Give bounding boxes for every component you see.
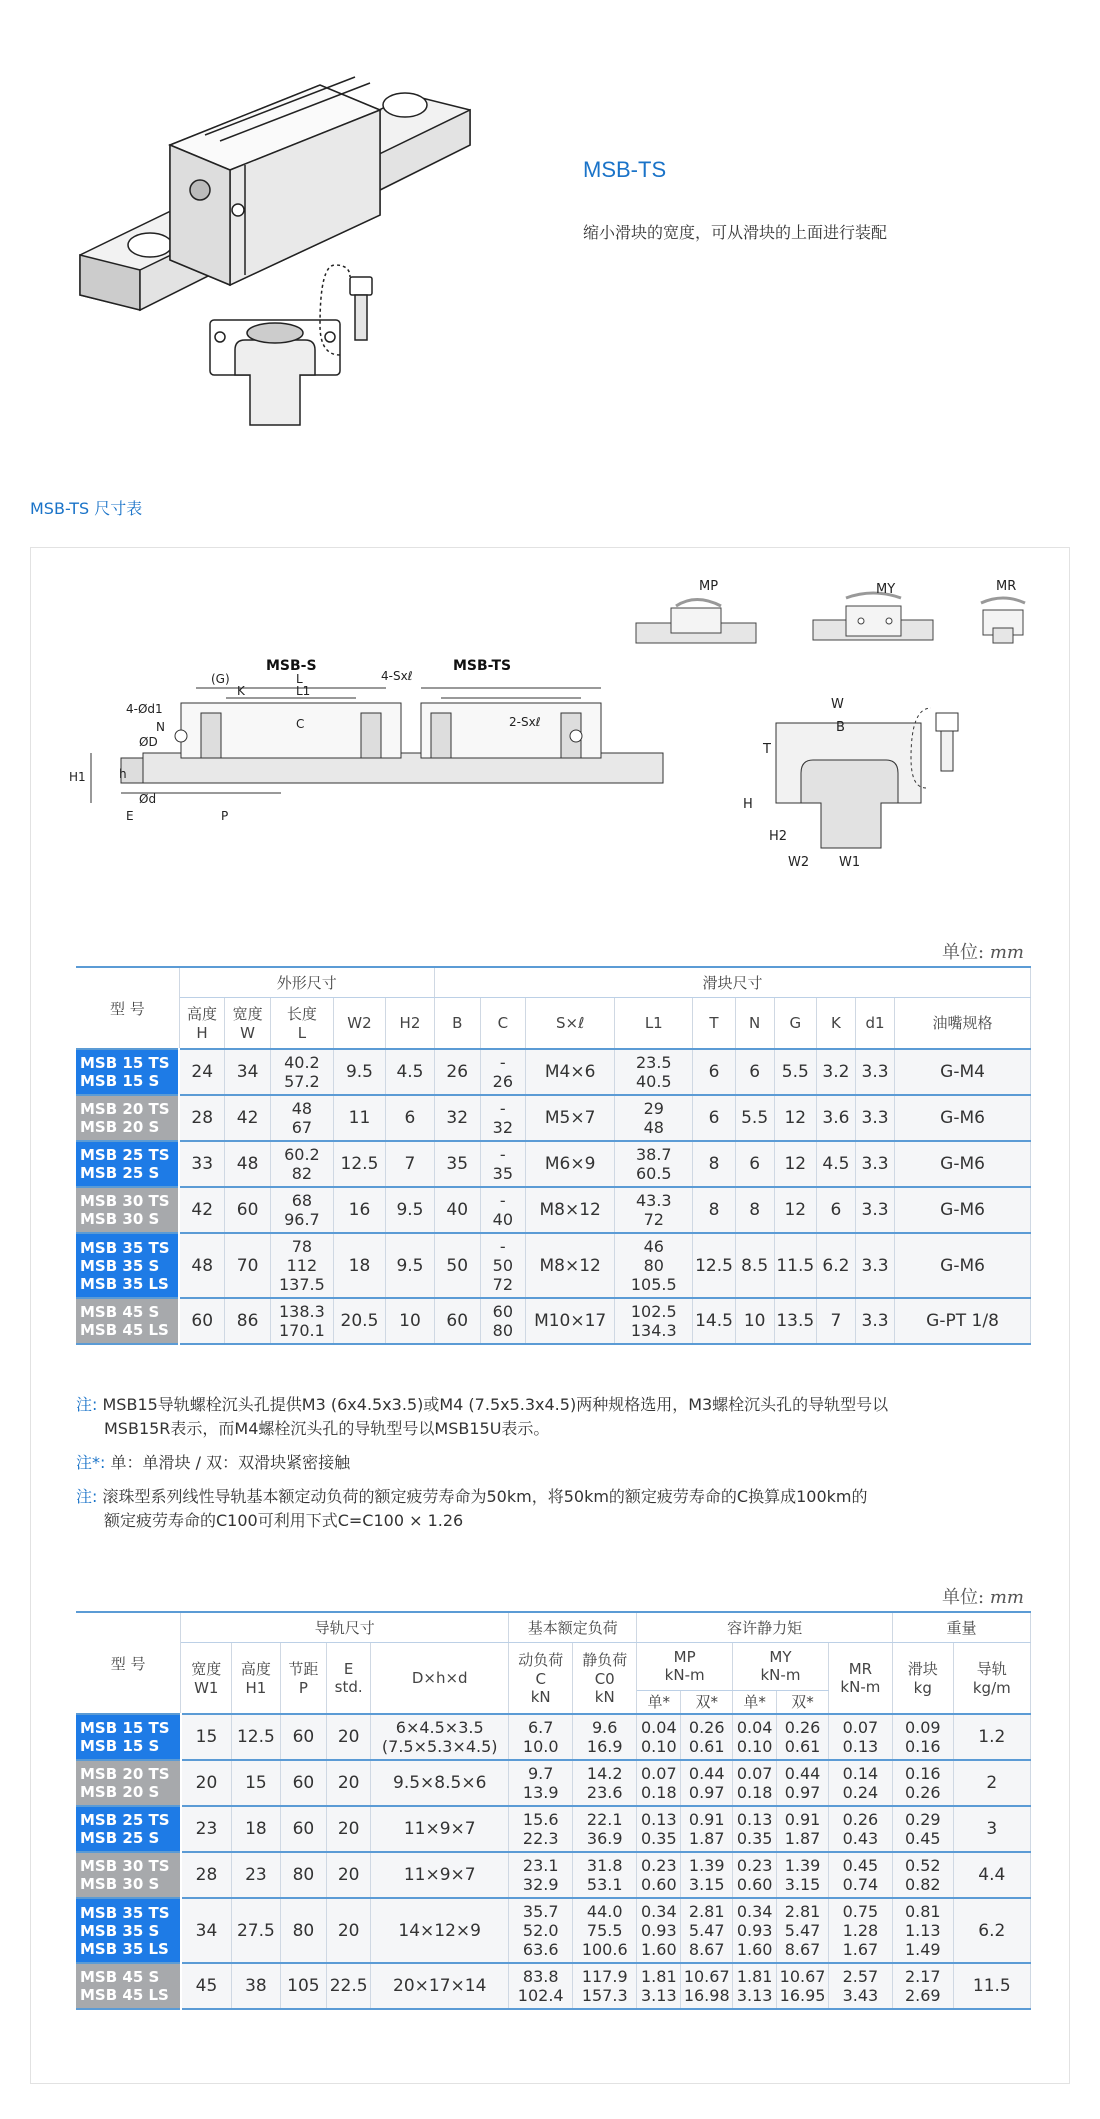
cell-k: 4.5 — [816, 1141, 855, 1187]
cell-s: M8×12 — [526, 1233, 615, 1298]
svg-text:L1: L1 — [296, 684, 311, 698]
cell-h: 42 — [179, 1187, 225, 1233]
svg-text:C: C — [296, 717, 305, 731]
cell-c: 15.6 22.3 — [509, 1806, 573, 1852]
cell-e: 20 — [327, 1760, 371, 1806]
cell-blk: 0.16 0.26 — [892, 1760, 953, 1806]
table-row — [76, 1806, 1031, 1852]
cell-c: 60 80 — [480, 1298, 526, 1344]
cell-s: M6×9 — [526, 1141, 615, 1187]
cell-h2: 6 — [386, 1095, 435, 1141]
cell-h1: 12.5 — [232, 1714, 281, 1760]
cell-n: 6 — [735, 1141, 774, 1187]
cell-myd: 10.67 16.95 — [777, 1963, 829, 2009]
cell-c: 9.7 13.9 — [509, 1760, 573, 1806]
svg-text:ØD: ØD — [139, 735, 158, 749]
svg-text:W2: W2 — [788, 855, 810, 870]
label-msb-ts: MSB-TS — [453, 658, 512, 674]
cell-l: 40.2 57.2 — [270, 1049, 333, 1095]
cell-c0: 44.0 75.5 100.6 — [573, 1898, 637, 1963]
cell-l1: 43.3 72 — [615, 1187, 693, 1233]
cell-mps: 0.13 0.35 — [637, 1806, 681, 1852]
model-cell: MSB 15 TS MSB 15 S — [76, 1714, 181, 1760]
cell-n: 8.5 — [735, 1233, 774, 1298]
cell-w1: 23 — [181, 1806, 232, 1852]
cell-k: 3.2 — [816, 1049, 855, 1095]
cell-c0: 9.6 16.9 — [573, 1714, 637, 1760]
model-cell: MSB 15 TS MSB 15 S — [76, 1049, 179, 1095]
cell-p: 60 — [280, 1806, 326, 1852]
table-row — [76, 1852, 1031, 1898]
svg-text:H2: H2 — [769, 829, 788, 844]
svg-text:4-Sxℓ: 4-Sxℓ — [381, 669, 413, 683]
cell-myd: 1.39 3.15 — [777, 1852, 829, 1898]
cell-w: 70 — [225, 1233, 271, 1298]
model-cell: MSB 45 S MSB 45 LS — [76, 1298, 179, 1344]
cell-w1: 28 — [181, 1852, 232, 1898]
cell-b: 32 — [434, 1095, 480, 1141]
cell-mpd: 1.39 3.15 — [681, 1852, 733, 1898]
cell-mys: 0.04 0.10 — [733, 1714, 777, 1760]
cell-rail: 2 — [953, 1760, 1030, 1806]
cell-h1: 27.5 — [232, 1898, 281, 1963]
cell-d: 14×12×9 — [371, 1898, 509, 1963]
notes — [76, 1393, 1066, 1543]
cell-e: 20 — [327, 1806, 371, 1852]
cell-n: 5.5 — [735, 1095, 774, 1141]
svg-text:Ød: Ød — [139, 792, 157, 806]
cell-l1: 46 80 105.5 — [615, 1233, 693, 1298]
cell-s: M5×7 — [526, 1095, 615, 1141]
cell-mps: 1.81 3.13 — [637, 1963, 681, 2009]
cell-d1: 3.3 — [855, 1233, 894, 1298]
cell-mr: 0.07 0.13 — [828, 1714, 892, 1760]
cell-c: - 26 — [480, 1049, 526, 1095]
cell-d: 9.5×8.5×6 — [371, 1760, 509, 1806]
cell-mys: 1.81 3.13 — [733, 1963, 777, 2009]
cell-mr: 0.45 0.74 — [828, 1852, 892, 1898]
cell-k: 6 — [816, 1187, 855, 1233]
section-title: MSB-TS 尺寸表 — [30, 499, 143, 518]
cell-grease: G-M4 — [895, 1049, 1031, 1095]
cell-d1: 3.3 — [855, 1187, 894, 1233]
cell-c: 83.8 102.4 — [509, 1963, 573, 2009]
cell-h: 48 — [179, 1233, 225, 1298]
svg-text:4-Ød1: 4-Ød1 — [126, 702, 163, 716]
cell-mr: 0.14 0.24 — [828, 1760, 892, 1806]
cell-w: 86 — [225, 1298, 271, 1344]
cell-mys: 0.34 0.93 1.60 — [733, 1898, 777, 1963]
cell-g: 5.5 — [774, 1049, 816, 1095]
cell-w: 34 — [225, 1049, 271, 1095]
cell-d1: 3.3 — [855, 1141, 894, 1187]
cell-p: 105 — [280, 1963, 326, 2009]
cell-k: 6.2 — [816, 1233, 855, 1298]
cell-n: 10 — [735, 1298, 774, 1344]
cell-l: 78 112 137.5 — [270, 1233, 333, 1298]
cell-d1: 3.3 — [855, 1095, 894, 1141]
cell-b: 50 — [434, 1233, 480, 1298]
table-row — [76, 1898, 1031, 1963]
model-cell: MSB 35 TS MSB 35 S MSB 35 LS — [76, 1898, 181, 1963]
svg-text:H: H — [743, 797, 753, 812]
cell-h: 28 — [179, 1095, 225, 1141]
cell-mr: 2.57 3.43 — [828, 1963, 892, 2009]
cell-myd: 2.81 5.47 8.67 — [777, 1898, 829, 1963]
svg-text:(G): (G) — [211, 672, 230, 686]
cell-c0: 117.9 157.3 — [573, 1963, 637, 2009]
table-row — [76, 1298, 1031, 1344]
cell-rail: 6.2 — [953, 1898, 1030, 1963]
cell-g: 11.5 — [774, 1233, 816, 1298]
cell-p: 60 — [280, 1760, 326, 1806]
svg-text:N: N — [156, 720, 165, 734]
cell-h2: 10 — [386, 1298, 435, 1344]
cell-mpd: 0.91 1.87 — [681, 1806, 733, 1852]
cell-c0: 31.8 53.1 — [573, 1852, 637, 1898]
cell-blk: 0.81 1.13 1.49 — [892, 1898, 953, 1963]
cell-rail: 1.2 — [953, 1714, 1030, 1760]
cell-w: 42 — [225, 1095, 271, 1141]
cell-b: 40 — [434, 1187, 480, 1233]
cell-t: 8 — [693, 1141, 735, 1187]
cell-h: 60 — [179, 1298, 225, 1344]
cell-h1: 15 — [232, 1760, 281, 1806]
cell-c: 23.1 32.9 — [509, 1852, 573, 1898]
cell-mpd: 2.81 5.47 8.67 — [681, 1898, 733, 1963]
cell-w2: 16 — [333, 1187, 385, 1233]
cell-t: 12.5 — [693, 1233, 735, 1298]
cell-k: 3.6 — [816, 1095, 855, 1141]
cell-l: 68 96.7 — [270, 1187, 333, 1233]
cell-w2: 12.5 — [333, 1141, 385, 1187]
cell-blk: 0.09 0.16 — [892, 1714, 953, 1760]
cell-h2: 7 — [386, 1141, 435, 1187]
model-cell: MSB 45 S MSB 45 LS — [76, 1963, 181, 2009]
svg-text:L: L — [296, 672, 303, 686]
unit-label-2: 单位: mm — [942, 1587, 1024, 1608]
svg-text:W1: W1 — [839, 855, 861, 870]
cell-e: 20 — [327, 1898, 371, 1963]
model-cell: MSB 30 TS MSB 30 S — [76, 1852, 181, 1898]
model-cell: MSB 35 TS MSB 35 S MSB 35 LS — [76, 1233, 179, 1298]
cell-s: M4×6 — [526, 1049, 615, 1095]
cell-mpd: 0.44 0.97 — [681, 1760, 733, 1806]
cell-g: 12 — [774, 1187, 816, 1233]
table-row — [76, 1760, 1031, 1806]
cell-mys: 0.13 0.35 — [733, 1806, 777, 1852]
cell-k: 7 — [816, 1298, 855, 1344]
cell-c: - 50 72 — [480, 1233, 526, 1298]
cell-d1: 3.3 — [855, 1049, 894, 1095]
cell-myd: 0.26 0.61 — [777, 1714, 829, 1760]
label-mp: MP — [699, 579, 719, 594]
cell-mps: 0.04 0.10 — [637, 1714, 681, 1760]
cell-g: 13.5 — [774, 1298, 816, 1344]
cell-w: 48 — [225, 1141, 271, 1187]
model-cell: MSB 25 TS MSB 25 S — [76, 1806, 181, 1852]
cell-l: 138.3 170.1 — [270, 1298, 333, 1344]
cell-d: 11×9×7 — [371, 1852, 509, 1898]
cell-grease: G-PT 1/8 — [895, 1298, 1031, 1344]
cell-d: 11×9×7 — [371, 1806, 509, 1852]
svg-text:K: K — [237, 684, 245, 698]
cell-b: 60 — [434, 1298, 480, 1344]
cell-c: - 32 — [480, 1095, 526, 1141]
cell-blk: 0.29 0.45 — [892, 1806, 953, 1852]
svg-text:h: h — [119, 767, 127, 781]
svg-text:P: P — [221, 809, 229, 823]
cell-l1: 29 48 — [615, 1095, 693, 1141]
cell-blk: 0.52 0.82 — [892, 1852, 953, 1898]
label-my: MY — [876, 582, 896, 597]
cell-w2: 20.5 — [333, 1298, 385, 1344]
cell-c: 6.7 10.0 — [509, 1714, 573, 1760]
cell-w2: 9.5 — [333, 1049, 385, 1095]
cell-s: M8×12 — [526, 1187, 615, 1233]
cell-grease: G-M6 — [895, 1233, 1031, 1298]
cell-d: 20×17×14 — [371, 1963, 509, 2009]
unit-label-1: 单位: mm — [942, 942, 1024, 963]
cell-d1: 3.3 — [855, 1298, 894, 1344]
cell-grease: G-M6 — [895, 1141, 1031, 1187]
cell-t: 6 — [693, 1049, 735, 1095]
note-2: 注*: 单：单滑块 / 双：双滑块紧密接触 — [76, 1453, 351, 1472]
cell-mps: 0.23 0.60 — [637, 1852, 681, 1898]
cell-t: 6 — [693, 1095, 735, 1141]
cell-blk: 2.17 2.69 — [892, 1963, 953, 2009]
cell-grease: G-M6 — [895, 1095, 1031, 1141]
cell-mpd: 0.26 0.61 — [681, 1714, 733, 1760]
cell-t: 8 — [693, 1187, 735, 1233]
cell-e: 20 — [327, 1714, 371, 1760]
svg-text:2-Sxℓ: 2-Sxℓ — [509, 715, 541, 729]
svg-text:T: T — [763, 742, 771, 757]
cell-h2: 9.5 — [386, 1233, 435, 1298]
table-row — [76, 1714, 1031, 1760]
cell-g: 12 — [774, 1095, 816, 1141]
svg-text:E: E — [126, 809, 134, 823]
dimension-diagram — [31, 548, 1069, 928]
model-cell: MSB 20 TS MSB 20 S — [76, 1095, 179, 1141]
model-cell: MSB 25 TS MSB 25 S — [76, 1141, 179, 1187]
cell-myd: 0.44 0.97 — [777, 1760, 829, 1806]
cell-n: 8 — [735, 1187, 774, 1233]
table-row — [76, 1963, 1031, 2009]
cell-rail: 3 — [953, 1806, 1030, 1852]
cell-w1: 45 — [181, 1963, 232, 2009]
label-mr: MR — [996, 579, 1017, 594]
cell-h: 24 — [179, 1049, 225, 1095]
cell-b: 35 — [434, 1141, 480, 1187]
label-msb-s: MSB-S — [266, 658, 317, 674]
cell-mr: 0.75 1.28 1.67 — [828, 1898, 892, 1963]
cell-rail: 11.5 — [953, 1963, 1030, 2009]
cell-mys: 0.23 0.60 — [733, 1852, 777, 1898]
cell-w2: 18 — [333, 1233, 385, 1298]
cell-l1: 23.5 40.5 — [615, 1049, 693, 1095]
cell-b: 26 — [434, 1049, 480, 1095]
cell-w1: 34 — [181, 1898, 232, 1963]
note-3: 注: 滚珠型系列线性导轨基本额定动负荷的额定疲劳寿命为50km，将50km的额定疲劳寿命的C换算成100km的 额定疲劳寿命的C100可利用下式C=C100 × 1.26 — [76, 1487, 868, 1530]
svg-text:B: B — [836, 720, 845, 735]
cell-myd: 0.91 1.87 — [777, 1806, 829, 1852]
cell-c0: 22.1 36.9 — [573, 1806, 637, 1852]
cell-w: 60 — [225, 1187, 271, 1233]
cell-grease: G-M6 — [895, 1187, 1031, 1233]
cell-h1: 38 — [232, 1963, 281, 2009]
cell-l1: 38.7 60.5 — [615, 1141, 693, 1187]
cell-c: 35.7 52.0 63.6 — [509, 1898, 573, 1963]
product-description: 缩小滑块的宽度，可从滑块的上面进行装配 — [583, 223, 888, 242]
cell-l: 48 67 — [270, 1095, 333, 1141]
cell-c: - 40 — [480, 1187, 526, 1233]
cell-e: 20 — [327, 1852, 371, 1898]
cell-h2: 4.5 — [386, 1049, 435, 1095]
cell-h2: 9.5 — [386, 1187, 435, 1233]
cell-p: 80 — [280, 1898, 326, 1963]
cell-mps: 0.07 0.18 — [637, 1760, 681, 1806]
cell-mps: 0.34 0.93 1.60 — [637, 1898, 681, 1963]
cell-w1: 15 — [181, 1714, 232, 1760]
table-row — [76, 1095, 1031, 1141]
cell-c: - 35 — [480, 1141, 526, 1187]
cell-mr: 0.26 0.43 — [828, 1806, 892, 1852]
cell-p: 60 — [280, 1714, 326, 1760]
table-row — [76, 1141, 1031, 1187]
model-cell: MSB 30 TS MSB 30 S — [76, 1187, 179, 1233]
spec-panel — [30, 547, 1070, 2084]
cell-h1: 23 — [232, 1852, 281, 1898]
cell-c0: 14.2 23.6 — [573, 1760, 637, 1806]
cell-l: 60.2 82 — [270, 1141, 333, 1187]
cell-g: 12 — [774, 1141, 816, 1187]
cell-n: 6 — [735, 1049, 774, 1095]
cell-h1: 18 — [232, 1806, 281, 1852]
cell-mpd: 10.67 16.98 — [681, 1963, 733, 2009]
cell-l1: 102.5 134.3 — [615, 1298, 693, 1344]
cell-h: 33 — [179, 1141, 225, 1187]
table-row — [76, 1187, 1031, 1233]
cell-t: 14.5 — [693, 1298, 735, 1344]
cell-rail: 4.4 — [953, 1852, 1030, 1898]
table-row — [76, 1233, 1031, 1298]
cell-p: 80 — [280, 1852, 326, 1898]
cell-s: M10×17 — [526, 1298, 615, 1344]
note-1: 注: MSB15导轨螺栓沉头孔提供M3 (6x4.5x3.5)或M4 (7.5x5.3x4.5)两种规格选用，M3螺栓沉头孔的导轨型号以 MSB15R表示，而M4螺栓沉头孔的导轨型号以MSB15U表示。 — [76, 1395, 889, 1438]
table-row — [76, 1049, 1031, 1095]
rail-load-table: 型 号 导轨尺寸 基本额定负荷 容许静力矩 重量 宽度 W1 高度 H1 节距 P E std. D×h×d 动负荷 C kN 静负荷 C0 kN MP kN-m MY kN-m MR kN-m 滑块 kg 导轨 kg/m 单* 双* 单* 双* MSB 15 TS MSB 15 S 15 12.5 60 20 6×4.5×3.5 (7.5×5.3×4.5) 6.7 10.0 9.6 16.9 0.04 0.10 0.26 0.61 0.04 0.10 0.26 0.61 0.07 0.13 0.09 0.16 1.2 MSB 20 TS MSB 20 S 20 15 60 20 9.5×8.5×6 9.7 13.9 14.2 23.6 0.07 0.18 0.44 0.97 0.07 0.18 0.44 0.97 0.14 0.24 0.16 0.26 2 MSB 25 TS MSB 25 S 23 18 60 20 11×9×7 15.6 22.3 22.1 36.9 0.13 0.35 0.91 1.87 0.13 0.35 0.91 1.87 0.26 0.43 0.29 0.45 3 MSB 30 TS MSB 30 S 28 23 80 20 11×9×7 23.1 32.9 31.8 53.1 0.23 0.60 1.39 3.15 0.23 0.60 1.39 3.15 0.45 0.74 0.52 0.82 4.4 MSB 35 TS MSB 35 S MSB 35 LS 34 27.5 80 20 14×12×9 35.7 52.0 63.6 44.0 75.5 100.6 0.34 0.93 1.60 2.81 5.47 8.67 0.34 0.93 1.60 2.81 5.47 8.67 0.75 1.28 1.67 0.81 1.13 1.49 6.2 MSB 45 S MSB 45 LS 45 38 105 22.5 20×17×14 83.8 102.4 117.9 157.3 1.81 3.13 10.67 16.98 1.81 3.13 10.67 16.95 2.57 3.43 2.17 2.69 11.5 — [76, 1611, 1031, 2010]
cell-w2: 11 — [333, 1095, 385, 1141]
cell-w1: 20 — [181, 1760, 232, 1806]
svg-text:W: W — [831, 697, 844, 712]
product-title: MSB-TS — [583, 157, 667, 182]
svg-text:H1: H1 — [69, 770, 86, 784]
cell-mys: 0.07 0.18 — [733, 1760, 777, 1806]
cell-e: 22.5 — [327, 1963, 371, 2009]
slider-dimension-table: 型 号 外形尺寸 滑块尺寸 高度 H 宽度 W 长度 L W2 H2 B C S×ℓ L1 T N G K d1 油嘴规格 MSB 15 TS MSB 15 S 24 34 40.2 57.2 9.5 4.5 26 - 26 M4×6 23.5 40.5 6 6 5.5 3.2 3.3 G-M4 MSB 20 TS MSB 20 S 28 42 48 67 11 6 32 - 32 M5×7 29 48 6 5.5 12 3.6 3.3 G-M6 MSB 25 TS MSB 25 S 33 48 60.2 82 12.5 7 35 - 35 M6×9 38.7 60.5 8 6 12 4.5 3.3 G-M6 MSB 30 TS MSB 30 S 42 60 68 96.7 16 9.5 40 - 40 M8×12 43.3 72 8 8 12 6 3.3 G-M6 MSB 35 TS MSB 35 S MSB 35 LS 48 70 78 112 137.5 18 9.5 50 - 50 72 M8×12 46 80 105.5 12.5 8.5 11.5 6.2 3.3 G-M6 MSB 45 S MSB 45 LS 60 86 138.3 170.1 20.5 10 60 60 80 M10×17 102.5 134.3 14.5 10 13.5 7 3.3 G-PT 1/8 — [76, 966, 1031, 1345]
product-illustration — [60, 55, 500, 435]
cell-d: 6×4.5×3.5 (7.5×5.3×4.5) — [371, 1714, 509, 1760]
model-cell: MSB 20 TS MSB 20 S — [76, 1760, 181, 1806]
